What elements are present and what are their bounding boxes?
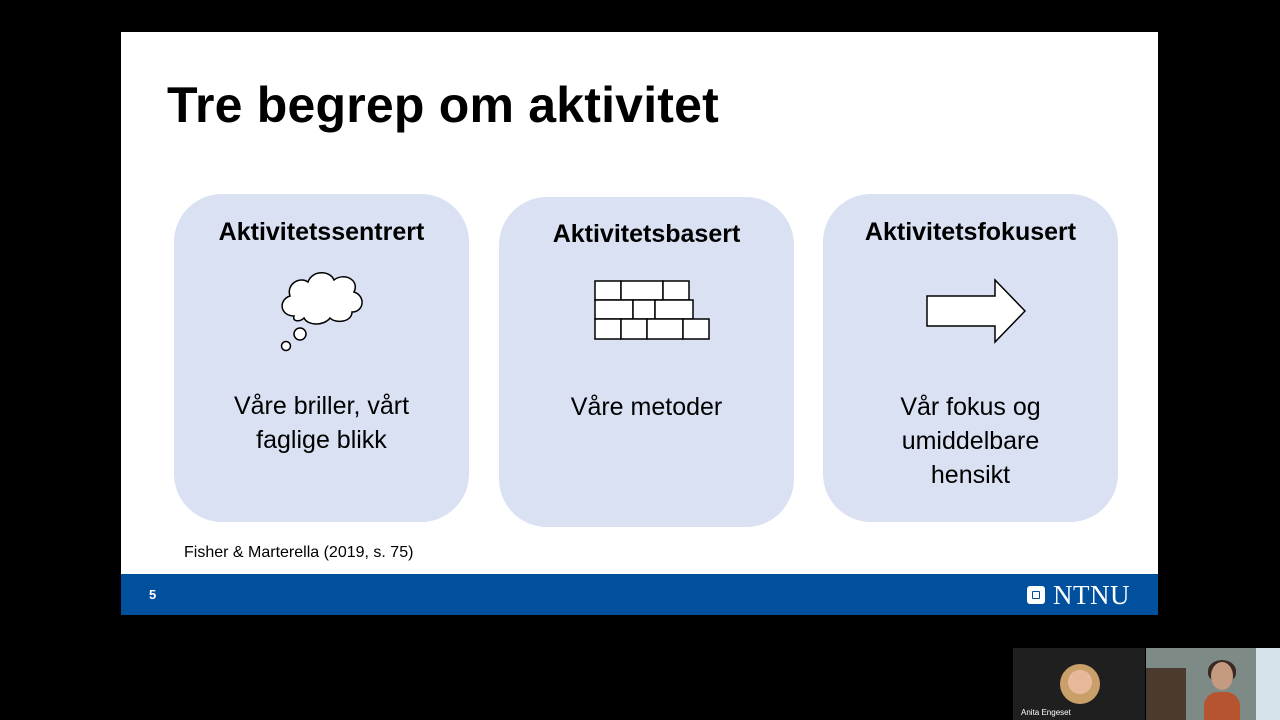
ntnu-logo-icon	[1027, 586, 1045, 604]
card-text	[823, 390, 1118, 492]
participant-video-tile[interactable]	[1146, 648, 1280, 720]
card-heading: Aktivitetssentrert	[218, 218, 425, 246]
card-text-line: hensikt	[930, 461, 1011, 489]
brick-wall-icon	[593, 279, 711, 341]
participant-video	[1204, 662, 1240, 720]
card-aktivitetsbasert	[499, 197, 794, 527]
card-text-line: Våre metoder	[570, 393, 723, 421]
footer-bar	[121, 574, 1158, 615]
avatar	[1060, 664, 1100, 704]
card-aktivitetssentrert	[174, 194, 469, 522]
participant-name: Anita Engeset	[1021, 708, 1071, 717]
card-text-line: umiddelbare	[901, 427, 1040, 455]
card-text-line: faglige blikk	[256, 426, 387, 454]
presentation-slide	[121, 32, 1158, 615]
right-arrow-icon	[925, 278, 1029, 344]
background-window	[1256, 648, 1280, 720]
thought-bubble-icon	[274, 268, 368, 352]
slide-title: Tre begrep om aktivitet	[167, 77, 719, 133]
citation: Fisher & Marterella (2019, s. 75)	[184, 544, 414, 561]
ntnu-logo	[1027, 580, 1130, 610]
ntnu-logo-text: NTNU	[1053, 579, 1130, 610]
background-shelf	[1146, 668, 1186, 720]
card-text	[174, 389, 469, 457]
card-aktivitetsfokusert	[823, 194, 1118, 522]
card-heading: Aktivitetsfokusert	[864, 218, 1077, 246]
page-number: 5	[149, 587, 157, 602]
card-text-line: Våre briller, vårt	[233, 392, 410, 420]
card-text-line: Vår fokus og	[900, 393, 1041, 421]
card-heading: Aktivitetsbasert	[552, 220, 741, 248]
card-text	[499, 390, 794, 424]
participant-tile[interactable]	[1013, 648, 1145, 720]
